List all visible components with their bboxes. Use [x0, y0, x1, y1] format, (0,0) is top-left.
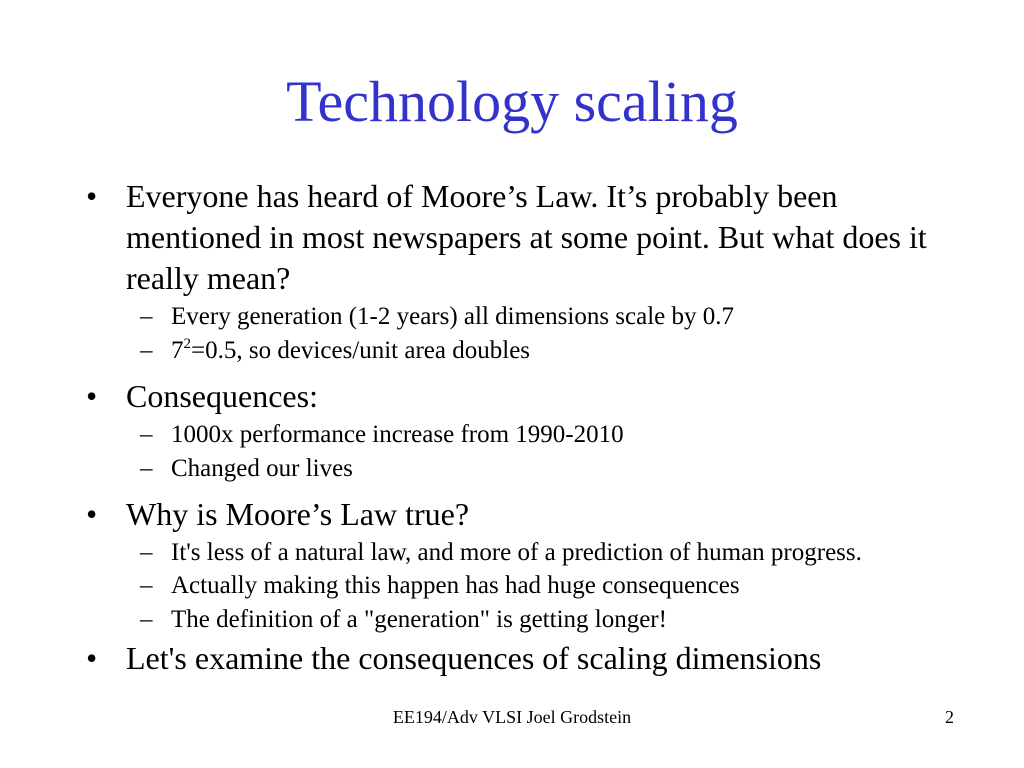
bullet-marker: •: [86, 378, 98, 414]
sub-bullet-performance: [140, 418, 1000, 452]
sub-bullet-scale: [140, 300, 1000, 334]
slide-title: Technology scaling: [286, 69, 738, 134]
sub-bullet-text: 1000x performance increase from 1990-2010: [171, 421, 624, 448]
bullet-moores-law: [86, 176, 966, 299]
bullet-text: Consequences:: [126, 378, 318, 414]
bullet-text: Everyone has heard of Moore’s Law. It’s probably been mentioned in most newspapers at some point. But what does it really mean?: [126, 178, 927, 296]
sub-bullet-text: [171, 334, 1000, 368]
sub-bullet-marker: –: [140, 572, 153, 599]
formula-rest: =0.5, so devices/unit area doubles: [191, 337, 531, 364]
sub-bullet-marker: –: [140, 337, 153, 364]
bullet-consequences: [86, 376, 966, 417]
formula-exponent: 2: [183, 336, 191, 352]
sub-bullet-density: [140, 334, 1000, 368]
sub-bullet-generation-longer: [140, 603, 1000, 637]
sub-bullet-huge-consequences: [140, 569, 1000, 603]
footer-course-info: EE194/Adv VLSI Joel Grodstein: [392, 707, 632, 727]
sub-bullet-text: Actually making this happen has had huge consequences: [171, 572, 740, 599]
sub-bullet-marker: –: [140, 539, 153, 566]
sub-bullet-marker: –: [140, 421, 153, 448]
sub-bullet-text: It's less of a natural law, and more of a prediction of human progress.: [171, 539, 862, 566]
sub-bullet-natural-law: [140, 536, 1000, 570]
page-number: 2: [945, 707, 954, 727]
sub-bullet-text: Every generation (1-2 years) all dimensions scale by 0.7: [171, 303, 735, 330]
sub-bullet-marker: –: [140, 303, 153, 330]
sub-bullet-text: The definition of a "generation" is getting longer!: [171, 606, 667, 633]
bullet-marker: •: [86, 178, 98, 214]
bullet-marker: •: [86, 640, 98, 676]
sub-bullet-marker: –: [140, 606, 153, 633]
sub-bullet-marker: –: [140, 455, 153, 482]
sub-bullet-changed-lives: [140, 452, 1000, 486]
bullet-text: Why is Moore’s Law true?: [126, 496, 470, 532]
bullet-text: Let's examine the consequences of scaling dimensions: [126, 640, 822, 676]
bullet-why-true: [86, 494, 966, 535]
bullet-marker: •: [86, 496, 98, 532]
formula-base: 7: [171, 337, 184, 364]
sub-bullet-text: Changed our lives: [171, 455, 353, 482]
bullet-examine-consequences: [86, 638, 966, 679]
